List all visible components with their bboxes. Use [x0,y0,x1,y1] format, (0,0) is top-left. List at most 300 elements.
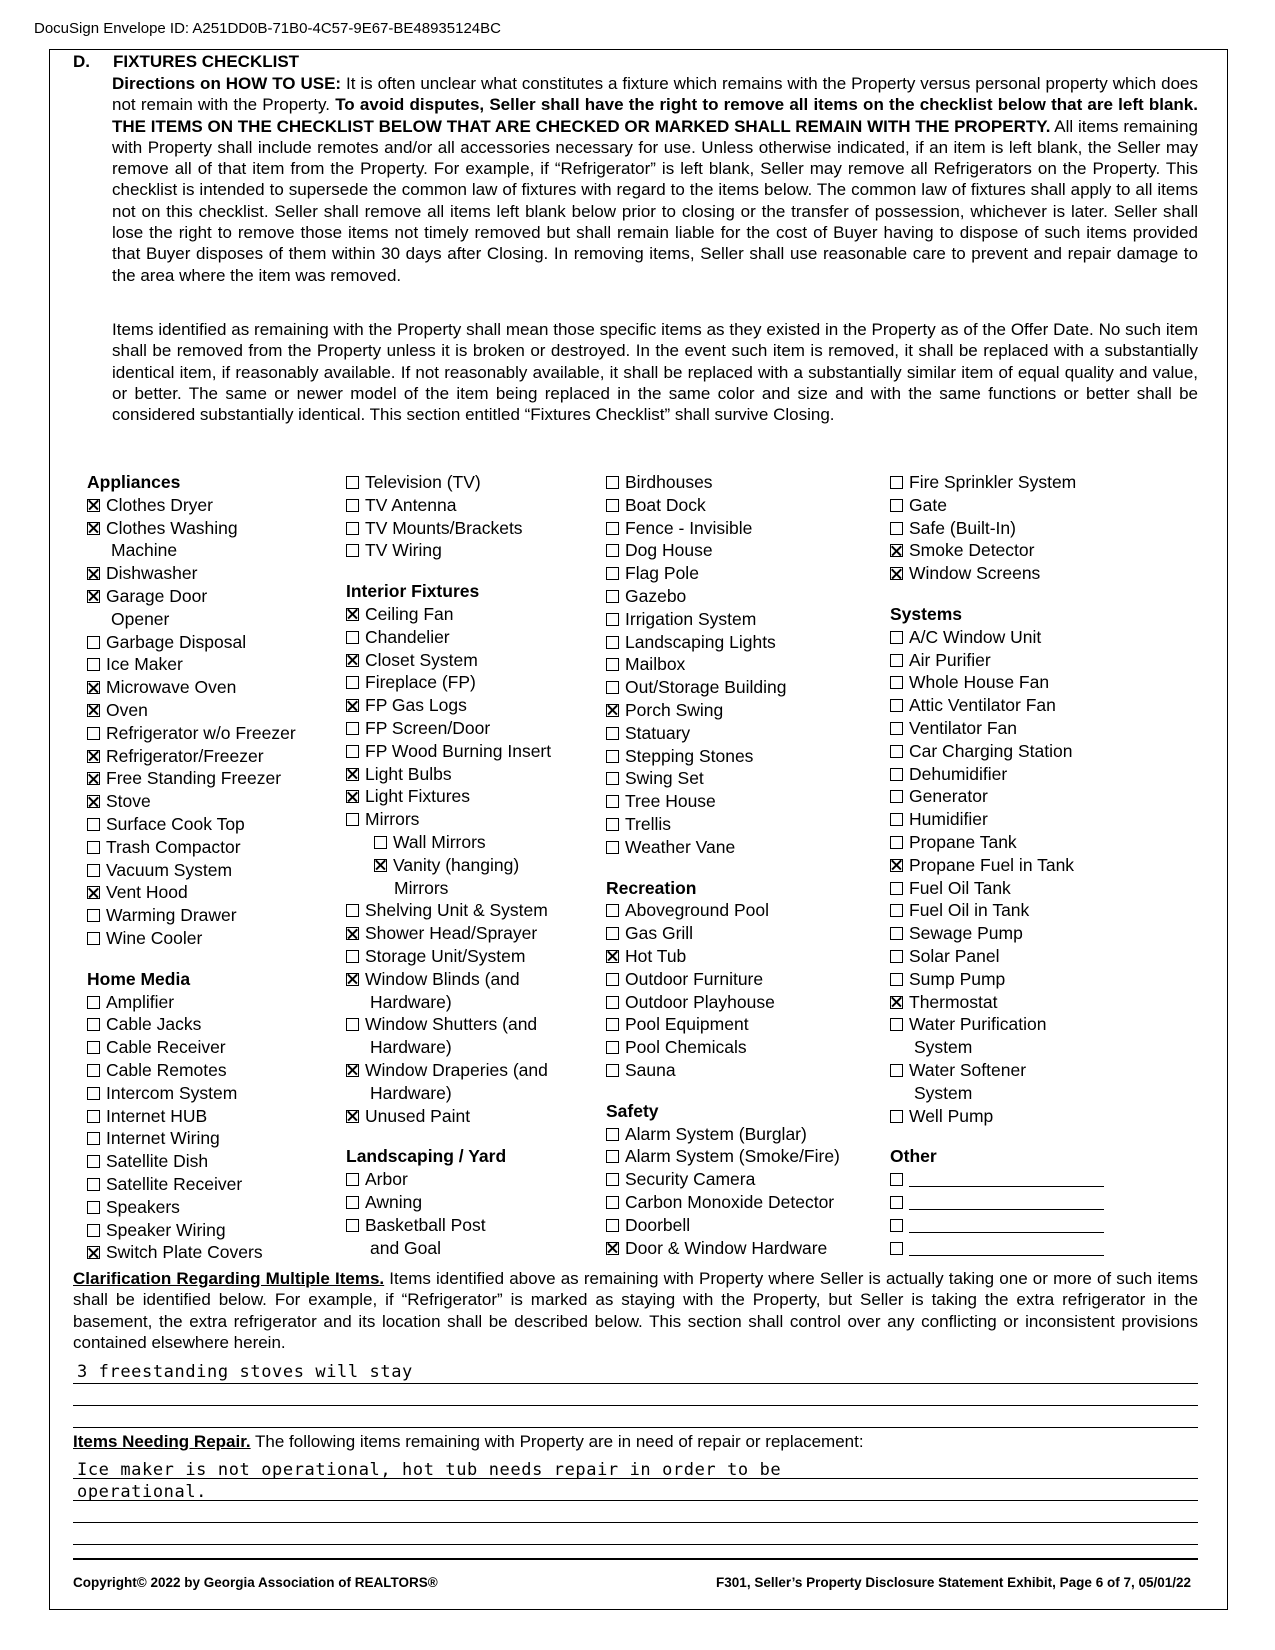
heading-landscaping: Landscaping / Yard [346,1146,507,1167]
checkbox-checked[interactable] [346,973,359,986]
checklist-item-label: Ice Maker [106,654,183,675]
checkbox[interactable] [606,567,619,580]
checkbox[interactable] [606,818,619,831]
checkbox[interactable] [87,1178,100,1191]
checklist-item-label: Propane Fuel in Tank [909,854,1075,875]
checklist-item[interactable] [346,831,621,854]
checklist-item-label: Garbage Disposal [106,631,247,652]
checklist-item[interactable] [890,1013,1165,1036]
checkbox[interactable] [890,973,903,986]
checklist-item[interactable] [346,517,621,540]
checklist-item[interactable] [346,922,621,945]
checklist-item[interactable] [87,927,362,950]
checklist-item-label: Landscaping Lights [625,631,776,652]
checklist-item[interactable] [346,1059,621,1082]
checklist-item[interactable] [346,785,621,808]
checklist-item[interactable] [890,649,1165,672]
checklist-item[interactable] [346,539,621,562]
checklist-item[interactable] [606,608,881,631]
checklist-column-4 [890,471,1165,1259]
checkbox[interactable] [606,1128,619,1141]
checkbox-checked[interactable] [346,1064,359,1077]
checkbox-checked[interactable] [87,522,100,535]
checklist-item[interactable] [890,854,1165,877]
footer-rule [73,1558,1198,1560]
checklist-item[interactable] [606,899,881,922]
checkbox[interactable] [890,476,903,489]
checklist-item[interactable] [87,1150,362,1173]
checklist-item-label: Safe (Built-In) [909,517,1016,538]
checklist-item[interactable] [346,671,621,694]
checklist-item [87,608,362,631]
checklist-item[interactable] [606,945,881,968]
checkbox[interactable] [606,795,619,808]
checklist-item[interactable] [87,767,362,790]
checkbox-checked[interactable] [890,544,903,557]
checklist-item[interactable] [346,854,621,877]
checklist-item[interactable] [890,671,1165,694]
checkbox[interactable] [606,996,619,1009]
checklist-item-label: Pool Equipment [625,1014,749,1035]
checkbox[interactable] [606,590,619,603]
checkbox[interactable] [87,1201,100,1214]
checklist-item-label: Thermostat [909,991,998,1012]
checklist-item-label: Ventilator Fan [909,717,1017,738]
checkbox[interactable] [346,544,359,557]
checkbox-checked[interactable] [606,704,619,717]
checklist-item[interactable] [606,539,881,562]
checkbox[interactable] [346,1196,359,1209]
checkbox-checked[interactable] [346,608,359,621]
checklist-item[interactable] [87,1173,362,1196]
checkbox[interactable] [87,909,100,922]
checkbox[interactable] [346,950,359,963]
checklist-item[interactable] [87,699,362,722]
other-blank-line[interactable] [909,1172,1104,1187]
other-item-4[interactable] [890,1237,1165,1260]
repair-line-1 [73,1478,1198,1479]
checkbox[interactable] [606,658,619,671]
clarification-line-3 [73,1427,1198,1428]
checkbox[interactable] [890,1173,903,1186]
checklist-item[interactable] [346,649,621,672]
checklist-item[interactable] [890,968,1165,991]
checkbox[interactable] [890,1196,903,1209]
checklist-item[interactable] [606,1237,881,1260]
checklist-item-label: Satellite Dish [106,1151,209,1172]
heading-systems: Systems [890,603,962,624]
checklist-item[interactable] [890,831,1165,854]
checklist-item[interactable] [346,1214,621,1237]
checklist-item[interactable] [346,1191,621,1214]
checkbox-checked[interactable] [87,750,100,763]
checklist-item[interactable] [606,1214,881,1237]
other-blank-line[interactable] [909,1195,1104,1210]
checklist-item[interactable] [346,763,621,786]
checkbox[interactable] [606,841,619,854]
checkbox[interactable] [890,768,903,781]
checklist-item[interactable] [606,836,881,859]
checkbox[interactable] [346,1173,359,1186]
checkbox[interactable] [346,1219,359,1232]
checkbox-checked[interactable] [346,927,359,940]
checklist-item[interactable] [87,722,362,745]
checkbox[interactable] [890,1242,903,1255]
checklist-item[interactable] [346,1105,621,1128]
checklist-item[interactable] [890,626,1165,649]
checkbox[interactable] [606,544,619,557]
checklist-item[interactable] [606,1168,881,1191]
checkbox[interactable] [606,1196,619,1209]
checklist-item[interactable] [890,785,1165,808]
checklist-item[interactable] [87,904,362,927]
checklist-item[interactable] [606,767,881,790]
checkbox-checked[interactable] [87,590,100,603]
checkbox-checked[interactable] [606,950,619,963]
checklist-item[interactable] [346,808,621,831]
checklist-item[interactable] [606,1191,881,1214]
checkbox[interactable] [606,973,619,986]
checklist-item[interactable] [87,1127,362,1150]
section-title-text: FIXTURES CHECKLIST [113,52,300,71]
checkbox[interactable] [890,1018,903,1031]
checkbox[interactable] [606,636,619,649]
checklist-item-label: Surface Cook Top [106,813,245,834]
repair-line-3 [73,1522,1198,1523]
checkbox[interactable] [890,699,903,712]
checkbox[interactable] [606,1219,619,1232]
checkbox[interactable] [87,841,100,854]
checkbox-checked[interactable] [890,859,903,872]
checklist-item-label: Out/Storage Building [625,677,787,698]
checkbox[interactable] [890,522,903,535]
checklist-item[interactable] [606,1013,881,1036]
checkbox-checked[interactable] [346,1110,359,1123]
checkbox[interactable] [87,864,100,877]
checklist-item[interactable] [87,653,362,676]
clarification-line-1 [73,1383,1198,1384]
checklist-item[interactable] [346,626,621,649]
checklist-item[interactable] [606,1123,881,1146]
checklist-item-label: Fence - Invisible [625,517,753,538]
checkbox-checked[interactable] [890,996,903,1009]
checkbox[interactable] [606,522,619,535]
checkbox[interactable] [890,813,903,826]
checklist-item-label: Fire Sprinkler System [909,472,1077,492]
checklist-item[interactable] [87,517,362,540]
checkbox-checked[interactable] [346,768,359,781]
checklist-item-label: Outdoor Furniture [625,968,764,989]
checklist-item-label: Closet System [365,649,478,670]
checkbox[interactable] [87,727,100,740]
checklist-item-label: Water Softener [909,1059,1027,1080]
checklist-item[interactable] [346,471,621,494]
checkbox[interactable] [606,1064,619,1077]
repair-entry-line-2[interactable]: operational. [77,1482,208,1502]
checkbox[interactable] [890,1064,903,1077]
checklist-item-label: Clothes Dryer [106,494,213,515]
checklist-item[interactable] [87,1219,362,1242]
checkbox[interactable] [346,745,359,758]
checklist-item[interactable] [87,813,362,836]
safety-list [606,1123,881,1260]
clarification-entry[interactable]: 3 freestanding stoves will stay [77,1362,413,1382]
checklist-item[interactable] [890,899,1165,922]
recreation-list [606,899,881,1081]
other-item-3[interactable] [890,1214,1165,1237]
checkbox[interactable] [346,813,359,826]
checkbox[interactable] [87,1018,100,1031]
checklist-item[interactable] [606,1145,881,1168]
checklist-item[interactable] [87,881,362,904]
checklist-item[interactable] [890,877,1165,900]
checklist-item[interactable] [606,722,881,745]
other-item-1[interactable] [890,1168,1165,1191]
checkbox-checked[interactable] [890,567,903,580]
checklist-item-label: Refrigerator w/o Freezer [106,722,296,743]
checklist-item[interactable] [87,790,362,813]
checkbox[interactable] [87,818,100,831]
checkbox[interactable] [890,499,903,512]
checklist-item[interactable] [606,653,881,676]
checklist-item-label: Fuel Oil Tank [909,877,1011,898]
checklist-item[interactable] [890,1105,1165,1128]
checklist-item[interactable] [890,763,1165,786]
other-item-2[interactable] [890,1191,1165,1214]
checkbox[interactable] [606,927,619,940]
checklist-item[interactable] [606,968,881,991]
checkbox-checked[interactable] [87,1246,100,1259]
checklist-item-label: Television (TV) [365,472,481,492]
checkbox[interactable] [87,1064,100,1077]
checkbox[interactable] [346,1018,359,1031]
checkbox[interactable] [606,772,619,785]
checklist-item[interactable] [890,945,1165,968]
checkbox[interactable] [606,727,619,740]
checklist-item[interactable] [346,494,621,517]
checklist-item [87,539,362,562]
yard-list [606,471,881,859]
checkbox-checked[interactable] [87,681,100,694]
heading-other: Other [890,1146,937,1167]
checkbox[interactable] [890,882,903,895]
checklist-item[interactable] [606,813,881,836]
checklist-item[interactable] [606,745,881,768]
checkbox[interactable] [87,636,100,649]
checklist-item[interactable] [87,676,362,699]
checklist-item[interactable] [890,1059,1165,1082]
other-blank-line[interactable] [909,1241,1104,1256]
checklist-item[interactable] [606,790,881,813]
checklist-item-label: Weather Vane [625,836,736,857]
checkbox[interactable] [606,499,619,512]
checklist-item[interactable] [87,1082,362,1105]
checklist-item-label: Warming Drawer [106,905,237,926]
checkbox[interactable] [890,1219,903,1232]
checkbox-checked[interactable] [87,499,100,512]
directions-text-1: It is often unclear what constitutes a fixture which remains with the Property versus personal property which does not remain with the Property. [112,74,1198,115]
checklist-item[interactable] [346,899,621,922]
appliances-list [87,494,362,950]
checklist-item-label: Awning [365,1191,423,1212]
checklist-item [346,1036,621,1059]
checklist-item[interactable] [890,808,1165,831]
checkbox[interactable] [890,676,903,689]
checkbox[interactable] [87,1041,100,1054]
checklist-item[interactable] [346,740,621,763]
checkbox[interactable] [890,927,903,940]
checkbox[interactable] [606,904,619,917]
checklist-item[interactable] [346,1168,621,1191]
checklist-item-label: Birdhouses [625,472,713,492]
checklist-item[interactable] [890,694,1165,717]
checkbox[interactable] [87,658,100,671]
checkbox[interactable] [374,836,387,849]
checklist-item[interactable] [87,745,362,768]
checklist-item[interactable] [87,1105,362,1128]
checkbox-checked[interactable] [346,699,359,712]
checkbox[interactable] [890,631,903,644]
checklist-item-label: Storage Unit/System [365,945,526,966]
checkbox[interactable] [890,950,903,963]
checkbox[interactable] [346,676,359,689]
checkbox-checked[interactable] [346,654,359,667]
checklist-item[interactable] [606,1036,881,1059]
checklist-item[interactable] [87,1196,362,1219]
checklist-item[interactable] [346,1013,621,1036]
checklist-item-label: Generator [909,786,988,807]
checklist-item[interactable] [87,494,362,517]
checkbox[interactable] [346,522,359,535]
checklist-item[interactable] [87,1059,362,1082]
checklist-item-label: Unused Paint [365,1105,471,1126]
checkbox[interactable] [87,1132,100,1145]
checkbox[interactable] [346,476,359,489]
checklist-item[interactable] [606,1059,881,1082]
checkbox-checked[interactable] [606,1242,619,1255]
checklist-item[interactable] [890,471,1165,494]
checkbox[interactable] [346,722,359,735]
checklist-item[interactable] [890,922,1165,945]
checkbox[interactable] [890,790,903,803]
checklist-item[interactable] [87,836,362,859]
checkbox[interactable] [87,1110,100,1123]
checklist-item-label: Pool Chemicals [625,1037,747,1058]
checklist-item[interactable] [346,694,621,717]
checkbox[interactable] [87,1224,100,1237]
checklist-item[interactable] [346,717,621,740]
checklist-item[interactable] [890,494,1165,517]
checklist-item-label: Gazebo [625,585,687,606]
checklist-item-label: Propane Tank [909,831,1017,852]
checklist-item-label: Stepping Stones [625,745,754,766]
checklist-item[interactable] [606,922,881,945]
repair-entry-line-1[interactable]: Ice maker is not operational, hot tub needs repair in order to be [77,1460,782,1480]
checklist-item[interactable] [606,585,881,608]
checklist-item-label: Mailbox [625,654,686,675]
heading-safety: Safety [606,1100,659,1121]
checklist-item[interactable] [606,699,881,722]
checkbox[interactable] [606,613,619,626]
checkbox[interactable] [606,681,619,694]
checklist-item[interactable] [87,562,362,585]
checklist-item[interactable] [890,717,1165,740]
checkbox[interactable] [606,1150,619,1163]
checkbox-checked[interactable] [87,704,100,717]
checklist-item[interactable] [87,1241,362,1264]
checklist-item[interactable] [606,471,881,494]
checkbox[interactable] [346,904,359,917]
checklist-item[interactable] [606,562,881,585]
checkbox[interactable] [890,722,903,735]
checkbox[interactable] [606,1173,619,1186]
checkbox[interactable] [87,996,100,1009]
checklist-item[interactable] [87,991,362,1014]
checkbox[interactable] [87,1087,100,1100]
checklist-item-label: Attic Ventilator Fan [909,695,1056,716]
checklist-item[interactable] [87,1036,362,1059]
checklist-item[interactable] [606,494,881,517]
checkbox[interactable] [890,836,903,849]
checkbox-checked[interactable] [374,859,387,872]
checklist-item-label: Basketball Post [365,1214,486,1235]
checklist-item[interactable] [890,562,1165,585]
checkbox-checked[interactable] [346,790,359,803]
checkbox[interactable] [346,499,359,512]
checklist-item[interactable] [346,945,621,968]
checklist-item-label: Internet HUB [106,1105,208,1126]
checklist-item-label: Alarm System (Smoke/Fire) [625,1146,840,1167]
checklist-item[interactable] [606,676,881,699]
checkbox[interactable] [606,1041,619,1054]
checkbox[interactable] [87,932,100,945]
checklist-item-label: Solar Panel [909,945,1000,966]
checkbox[interactable] [346,631,359,644]
checklist-item[interactable] [606,631,881,654]
checkbox-checked[interactable] [87,772,100,785]
checklist-item[interactable] [890,991,1165,1014]
checklist-item[interactable] [890,539,1165,562]
checklist-item[interactable] [890,517,1165,540]
checkbox[interactable] [606,1018,619,1031]
checkbox[interactable] [890,654,903,667]
checkbox[interactable] [606,476,619,489]
checklist-item[interactable] [87,585,362,608]
checklist-item[interactable] [346,968,621,991]
checklist-item-label: Porch Swing [625,699,724,720]
checklist-item-label: Speakers [106,1196,180,1217]
checklist-item[interactable] [606,517,881,540]
repair-title: Items Needing Repair. [73,1432,251,1451]
checklist-item[interactable] [87,1013,362,1036]
checkbox[interactable] [87,1155,100,1168]
checkbox[interactable] [890,745,903,758]
other-blank-line[interactable] [909,1218,1104,1233]
checklist-item[interactable] [606,991,881,1014]
checkbox-checked[interactable] [87,567,100,580]
checklist-item-label: Sauna [625,1059,676,1080]
checklist-item[interactable] [87,631,362,654]
checklist-item[interactable] [87,859,362,882]
checklist-item[interactable] [346,603,621,626]
checklist-item[interactable] [890,740,1165,763]
repair-paragraph [73,1432,864,1452]
checkbox[interactable] [890,1110,903,1123]
checkbox[interactable] [890,904,903,917]
checkbox-checked[interactable] [87,886,100,899]
checkbox-checked[interactable] [87,795,100,808]
checkbox[interactable] [606,750,619,763]
